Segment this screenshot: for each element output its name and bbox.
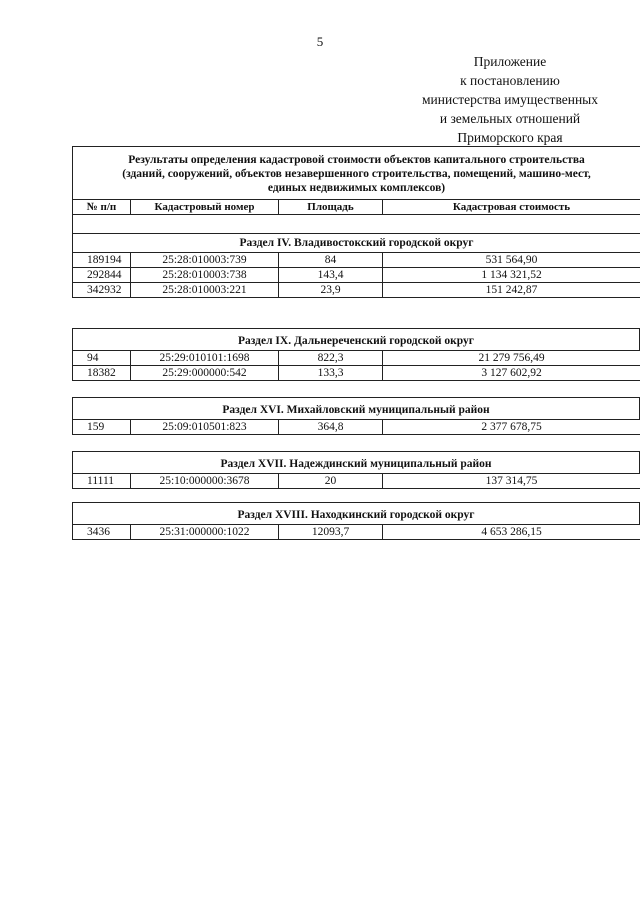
section-heading: Раздел IV. Владивостокский городской округ	[73, 234, 640, 253]
cadastral-value: 151 242,87	[383, 283, 640, 298]
table-row	[73, 525, 640, 540]
table-row	[73, 283, 640, 298]
cadastral-value: 1 134 321,52	[383, 268, 640, 283]
cadastral-value: 137 314,75	[383, 474, 640, 489]
appendix-line: к постановлению	[460, 73, 560, 88]
area: 12093,7	[279, 525, 383, 540]
section-block	[72, 451, 640, 489]
cadastral-number: 25:29:010101:1698	[131, 351, 279, 366]
cadastral-number: 25:29:000000:542	[131, 366, 279, 381]
table-row	[73, 366, 640, 381]
section-block	[72, 397, 640, 435]
table-row	[73, 351, 640, 366]
cadastral-value: 531 564,90	[383, 253, 640, 268]
cadastral-number: 25:28:010003:221	[131, 283, 279, 298]
row-number: 11111	[73, 474, 131, 489]
area: 23,9	[279, 283, 383, 298]
area: 20	[279, 474, 383, 489]
cadastral-value: 4 653 286,15	[383, 525, 640, 540]
section-block	[72, 328, 640, 381]
section-heading: Раздел XVI. Михайловский муниципальный район	[72, 397, 640, 419]
column-header-number: № п/п	[73, 200, 131, 215]
cadastral-value: 3 127 602,92	[383, 366, 640, 381]
appendix-header	[390, 52, 630, 147]
row-number: 342932	[73, 283, 131, 298]
row-number: 159	[73, 420, 131, 435]
table-row	[73, 268, 640, 283]
column-header-cadastral-number: Кадастровый номер	[131, 200, 279, 215]
section-block	[72, 502, 640, 540]
cadastral-number: 25:28:010003:739	[131, 253, 279, 268]
appendix-line: Приложение	[473, 54, 547, 69]
table-title-line: Результаты определения кадастровой стоимости объектов капитального строительства	[128, 154, 585, 166]
row-number: 3436	[73, 525, 131, 540]
cadastral-number: 25:31:000000:1022	[131, 525, 279, 540]
section-heading: Раздел IX. Дальнереченский городской округ	[72, 328, 640, 350]
cadastral-number: 25:28:010003:738	[131, 268, 279, 283]
row-number: 18382	[73, 366, 131, 381]
area: 84	[279, 253, 383, 268]
table-row	[73, 420, 640, 435]
appendix-line: министерства имущественных	[422, 92, 598, 107]
cadastral-number: 25:09:010501:823	[131, 420, 279, 435]
cadastral-number: 25:10:000000:3678	[131, 474, 279, 489]
area: 143,4	[279, 268, 383, 283]
cadastral-value: 21 279 756,49	[383, 351, 640, 366]
appendix-line: Приморского края	[457, 130, 563, 145]
table-title	[73, 147, 640, 200]
column-header-area: Площадь	[279, 200, 383, 215]
area: 133,3	[279, 366, 383, 381]
row-number: 292844	[73, 268, 131, 283]
row-number: 94	[73, 351, 131, 366]
area: 364,8	[279, 420, 383, 435]
cadastral-value: 2 377 678,75	[383, 420, 640, 435]
section-heading: Раздел XVIII. Находкинский городской округ	[72, 502, 640, 524]
spacer-row	[73, 215, 640, 234]
table-title-line: единых недвижимых комплексов)	[267, 182, 446, 194]
table-title-line: (зданий, сооружений, объектов незавершенного строительства, помещений, машино-мест,	[122, 168, 591, 180]
column-header-cadastral-value: Кадастровая стоимость	[383, 200, 640, 215]
row-number: 189194	[73, 253, 131, 268]
appendix-line: и земельных отношений	[439, 111, 581, 126]
table-row	[73, 474, 640, 489]
area: 822,3	[279, 351, 383, 366]
table-row	[73, 253, 640, 268]
page-number: 5	[316, 34, 324, 49]
section-heading: Раздел XVII. Надеждинский муниципальный район	[72, 451, 640, 473]
cadastral-table-main	[72, 146, 640, 298]
